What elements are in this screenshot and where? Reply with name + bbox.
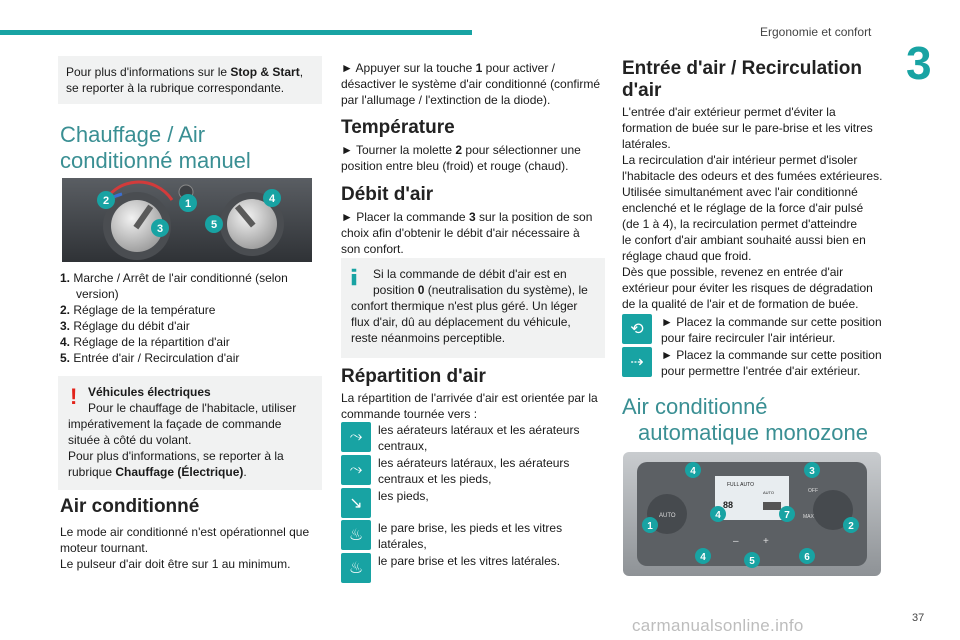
callout-5: 5 [749, 556, 755, 567]
vent-face-icon: ⤳ [341, 422, 371, 452]
page-number: 37 [912, 612, 925, 624]
max-button: MAX [803, 514, 814, 520]
warning-icon: ! [70, 384, 78, 409]
manual-control-panel-image [62, 178, 312, 262]
callout-1: 1 [184, 198, 192, 210]
plus-button: + [763, 536, 769, 547]
air-intake-heading: Entrée d'air / Recirculation d'air [622, 58, 862, 101]
auto-button: AUTO [659, 513, 676, 519]
callout-5: 5 [210, 219, 218, 231]
callout-4: 4 [268, 193, 276, 205]
distribution-item: les aérateurs latéraux et les aérateurs centraux, [378, 423, 580, 453]
legend-item: 4. Réglage de la répartition d'air [60, 335, 230, 349]
manual-ac-title: Chauffage / Air conditionné manuel [60, 122, 251, 173]
electric-vehicle-warning: ! Véhicules électriques Pour le chauffage de l'habitacle, utiliser impérativement la façade de commande située à côté du volant. Pour plus d'informations, se reporter à la rubrique Chauffage (Électrique). [58, 376, 322, 490]
stop-start-note: Pour plus d'informations sur le Stop & Start, se reporter à la rubrique correspondante. [58, 56, 322, 104]
callout-6: 6 [804, 552, 810, 563]
minus-button: – [733, 536, 739, 547]
air-intake-body: L'entrée d'air extérieur permet d'éviter la formation de buée sur le pare-brise et les vitres latérales. La recirculation d'air intérieur permet d'isoler l'habitacle des odeurs et des fumées extérieures. Utilisée simultanément avec l'air conditionné enclenché et le réglage de la force d'air pulsé (de 1 à 4), la recirculation permet d'atteindre le confort d'air ambiant souhaité aussi bien en réglage chaud que froid. Dès que possible, revenez en entrée d'air extérieur pour éviter les risques de dégradation de la qualité de l'air et de formation de buée. [622, 105, 883, 311]
auto-control-panel-image [623, 452, 881, 576]
ac-body: Le mode air conditionné n'est opérationnel que moteur tournant. Le pulseur d'air doit être sur 1 au minimum. [60, 525, 310, 571]
temperature-body: ► Tourner la molette 2 pour sélectionner une position entre bleu (froid) et rouge (chaud). [341, 143, 581, 173]
vent-windscreen-feet-icon: ♨ [341, 520, 371, 550]
vent-feet-icon: ↘ [341, 488, 371, 518]
distribution-item: le pare brise et les vitres latérales. [378, 554, 561, 568]
legend-item: 1. Marche / Arrêt de l'air conditionné (selon [60, 271, 288, 285]
display-value: 88 [723, 500, 734, 510]
distribution-item: le pare brise, les pieds et les vitres latérales, [378, 521, 563, 551]
callout-4-top: 4 [690, 466, 696, 477]
legend-item: 5. Entrée d'air / Recirculation d'air [60, 351, 240, 365]
distribution-item: les pieds, [378, 489, 429, 503]
callout-1: 1 [647, 521, 653, 532]
recirculation-icon: ⟲ [622, 314, 652, 344]
distribution-heading: Répartition d'air [341, 366, 486, 387]
display-auto: AUTO [763, 490, 775, 495]
off-button: OFF [808, 488, 818, 494]
outside-air-instruction: ► Placez la commande sur cette position pour permettre l'entrée d'air extérieur. [661, 348, 882, 378]
airflow-info-note: Si la commande de débit d'air est en position 0 (neutralisation du système), le confort thermique n'est plus géré. Un léger flux d'air, dû au déplacement du véhicule, reste néanmoins perceptible. [341, 258, 605, 358]
legend-item: 3. Réglage du débit d'air [60, 319, 190, 333]
temperature-heading: Température [341, 117, 455, 138]
callout-7: 7 [784, 510, 790, 521]
callout-4-mid: 4 [715, 510, 721, 521]
vent-face-feet-icon: ⤳ [341, 455, 371, 485]
info-icon [351, 266, 357, 288]
manual-control-legend [60, 270, 310, 366]
chapter-number: 3 [906, 37, 932, 89]
airflow-heading: Débit d'air [341, 184, 434, 205]
ac-heading: Air conditionné [60, 496, 200, 517]
section-title: Ergonomie et confort [760, 25, 872, 39]
legend-item: version) [76, 287, 119, 301]
outside-air-icon: ⇢ [622, 347, 652, 377]
distribution-intro: La répartition de l'arrivée d'air est orientée par la commande tournée vers : [341, 391, 598, 421]
callout-2: 2 [848, 521, 854, 532]
distribution-item: les aérateurs latéraux, les aérateurs centraux et les pieds, [378, 456, 570, 486]
callout-3: 3 [156, 223, 164, 235]
recirculation-instruction: ► Placez la commande sur cette position pour faire recirculer l'air intérieur. [661, 315, 882, 345]
callout-2: 2 [102, 195, 110, 207]
callout-4-bottom: 4 [700, 552, 706, 563]
auto-ac-title: Air conditionné automatique monozone [622, 394, 868, 445]
watermark: carmanualsonline.info [632, 616, 804, 635]
display-full-auto: FULL AUTO [727, 482, 754, 488]
vent-windscreen-icon: ♨ [341, 553, 371, 583]
airflow-body: ► Placer la commande 3 sur la position de son choix afin d'obtenir le débit d'air nécessaire à son confort. [341, 210, 593, 256]
legend-item: 2. Réglage de la température [60, 303, 216, 317]
ac-toggle-instruction: ► Appuyer sur la touche 1 pour activer / désactiver le système d'air conditionné (confirmé par l'allumage / l'extinction de la diode). [341, 61, 601, 107]
header-accent-bar [0, 30, 472, 35]
callout-3: 3 [809, 466, 815, 477]
